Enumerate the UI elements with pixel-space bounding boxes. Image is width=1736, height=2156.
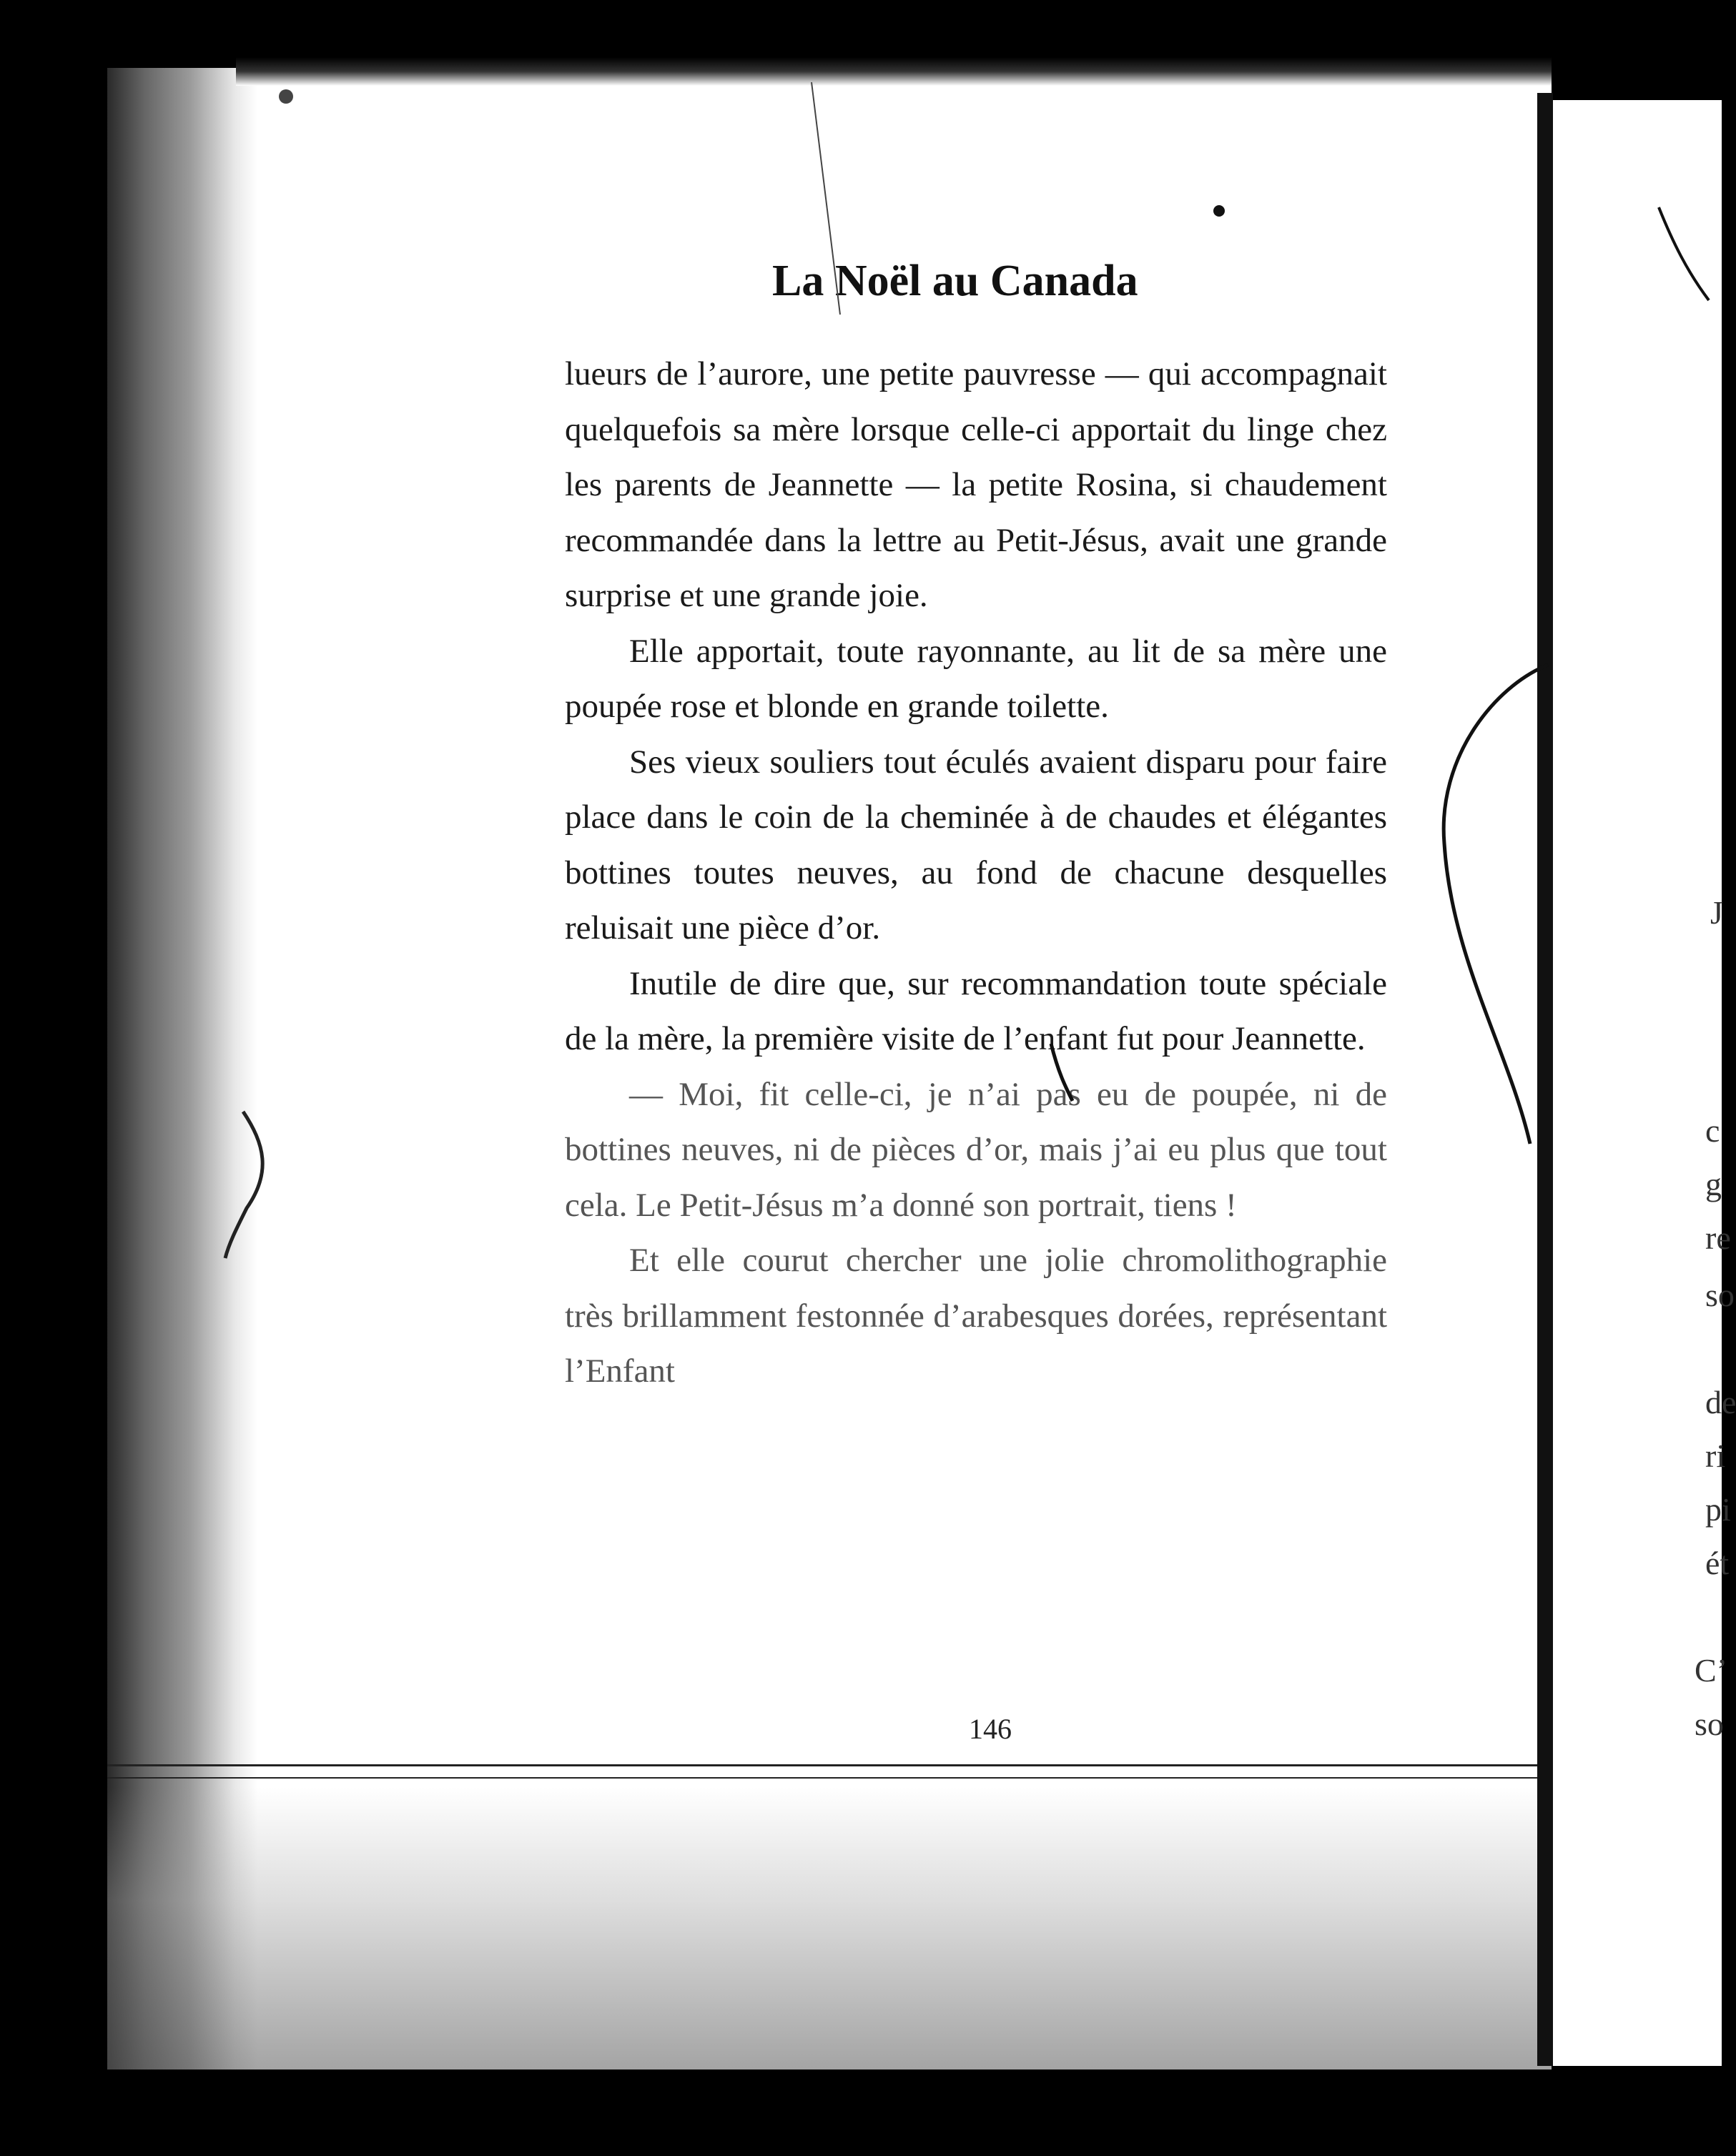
paragraph: Elle apportait, toute rayonnante, au lit de sa mère une poupée rose et blonde en grande toilette. [565, 632, 1387, 725]
facing-page-fragment: ri [1705, 1438, 1726, 1474]
paragraph: Et elle courut chercher une jolie chromolithographie très brillamment festonnée d’arabesques dorées, représentant l’Enfant [565, 1242, 1387, 1390]
paragraph: Inutile de dire que, sur recommandation toute spéciale de la mère, la première visite de l’enfant fut pour Jeannette. [565, 964, 1387, 1057]
facing-page-fragment: c [1705, 1112, 1720, 1149]
facing-page-fragment: so [1705, 1277, 1735, 1313]
paragraph: lueurs de l’aurore, une petite pauvresse — qui accompagnait quelquefois sa mère lorsque celle-ci apportait du linge chez les parents de Jeannette — la petite Rosina, si chaudement recommandée dans la lettre au Petit-Jésus, avait une grande surprise et une grande joie. [565, 355, 1387, 614]
facing-page-fragment: pi [1705, 1491, 1731, 1528]
facing-page-fragment: re [1705, 1220, 1731, 1256]
facing-page-fragment: g [1705, 1166, 1722, 1202]
facing-page-fragment: J [1710, 894, 1723, 931]
facing-page-fragment: so [1695, 1706, 1724, 1742]
paragraph: — Moi, fit celle-ci, je n’ai pas eu de poupée, ni de bottines neuves, ni de pièces d’or, mais j’ai eu plus que tout cela. Le Petit-Jésus m’a donné son portrait, tiens ! [565, 1075, 1387, 1224]
facing-page-fragment: C’ [1695, 1652, 1727, 1688]
facing-page-fragment: de [1705, 1384, 1736, 1420]
running-title: La Noël au Canada [772, 257, 1138, 305]
paragraph: Ses vieux souliers tout éculés avaient disparu pour faire place dans le coin de la cheminée à de chaudes et élégantes bottines toutes neuves, au fond de chacune desquelles reluisait une pièce d’or. [565, 743, 1387, 946]
facing-page-fragment: ét [1705, 1545, 1730, 1581]
page-number: 146 [969, 1713, 1012, 1745]
